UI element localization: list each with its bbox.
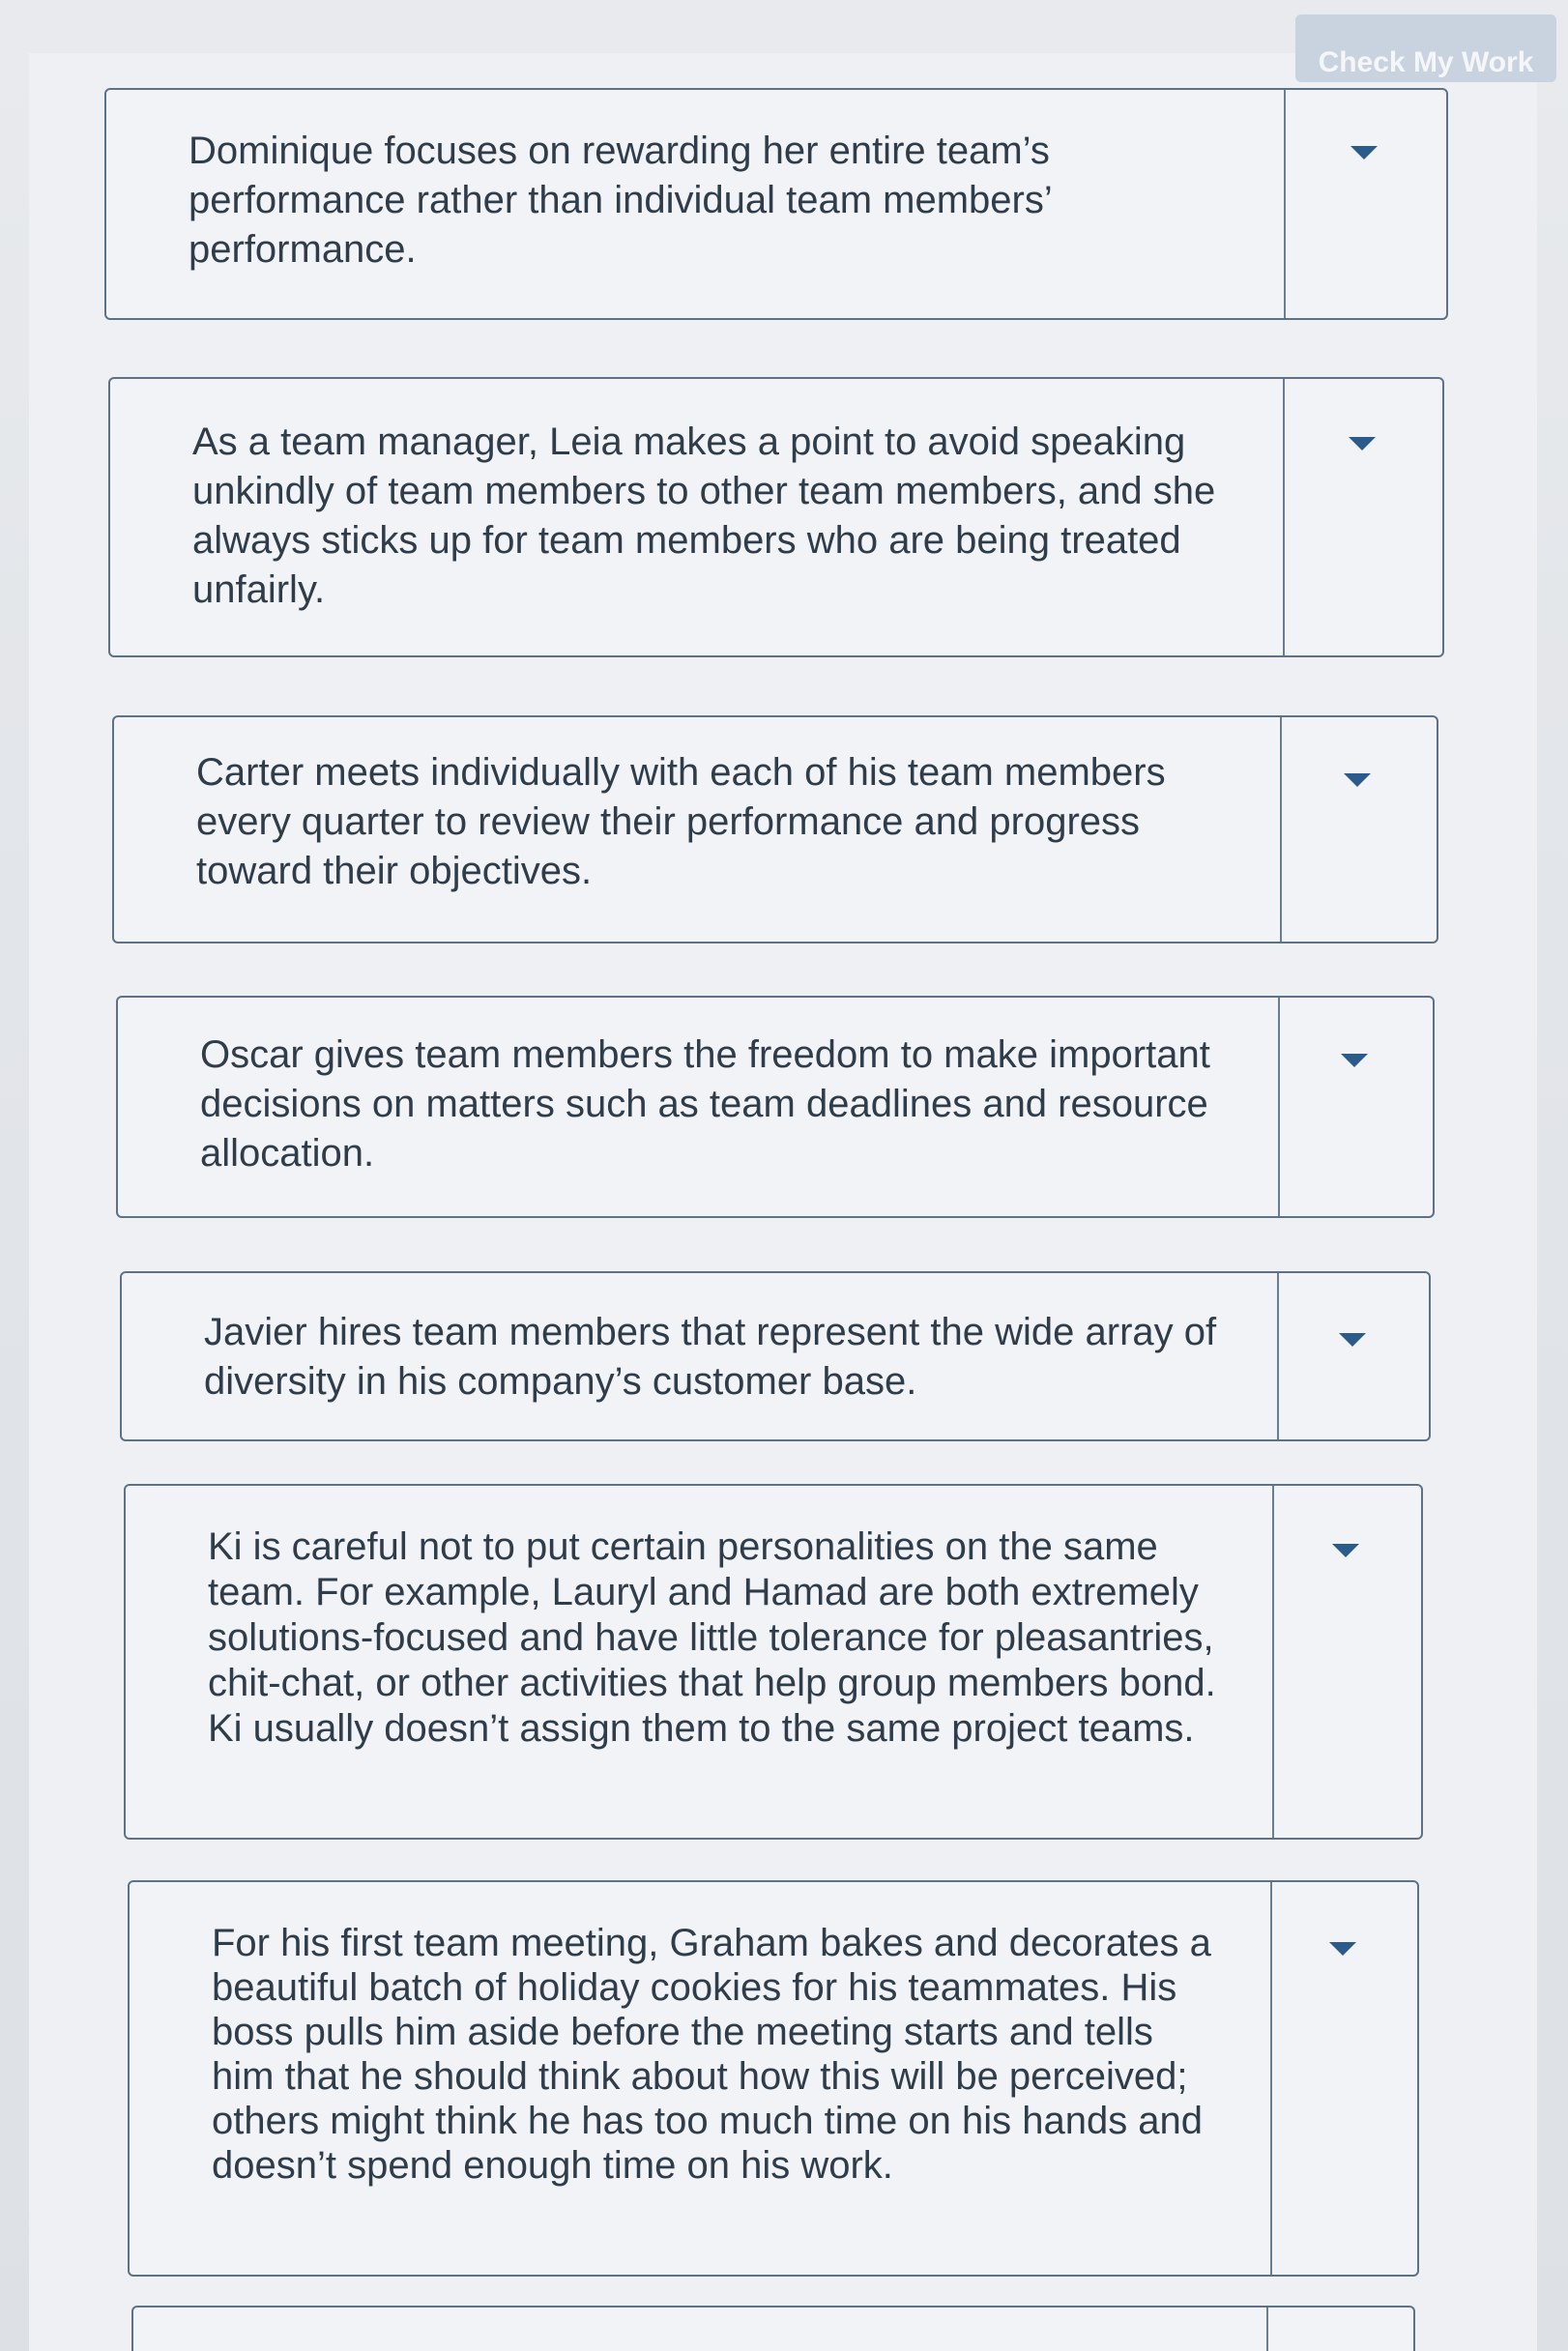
statement-text: Carter meets individually with each of his team members every quarter to review their performance and progress toward their objectives. bbox=[114, 717, 1282, 942]
statement-text: For his first team meeting, Graham bakes and decorates a beautiful batch of holiday cookies for his teammates. His boss pulls him aside before the meeting starts and tells him that he should think about how this will be perceived; others might think he has too much time on his hands and doesn’t spend enough time on his work. bbox=[130, 1882, 1272, 2275]
chevron-down-icon bbox=[1350, 146, 1378, 160]
answer-dropdown[interactable] bbox=[1278, 717, 1437, 942]
answer-dropdown[interactable] bbox=[1266, 2307, 1413, 2351]
chevron-down-icon bbox=[1349, 437, 1376, 450]
statement-row bbox=[128, 1880, 1419, 2277]
chevron-down-icon bbox=[1339, 1333, 1366, 1347]
chevron-down-icon bbox=[1341, 1054, 1368, 1067]
statement-text: Dominique focuses on rewarding her entire team’s performance rather than individual team members’ performance. bbox=[106, 90, 1286, 318]
statement-row bbox=[116, 996, 1435, 1218]
answer-dropdown[interactable] bbox=[1275, 1273, 1429, 1439]
answer-dropdown[interactable] bbox=[1282, 90, 1446, 318]
statement-row bbox=[104, 88, 1448, 320]
check-my-work-button[interactable]: Check My Work bbox=[1295, 15, 1556, 82]
statement-text: Javier hires team members that represent the wide array of diversity in his company’s customer base. bbox=[122, 1273, 1279, 1439]
chevron-down-icon bbox=[1344, 773, 1371, 787]
statement-text: Ki is careful not to put certain personalities on the same team. For example, Lauryl and Hamad are both extremely solutions-focused and have little tolerance for pleasantries, chit-chat, or other activities that help group members bond. Ki usually doesn’t assign them to the same project teams. bbox=[126, 1486, 1274, 1838]
statement-text: As a team manager, Leia makes a point to avoid speaking unkindly of team members to other team members, and she always sticks up for team members who are being treated unfairly. bbox=[110, 379, 1285, 655]
chevron-down-icon bbox=[1329, 1942, 1356, 1956]
statement-row bbox=[108, 377, 1444, 657]
chevron-down-icon bbox=[1332, 1544, 1359, 1557]
statement-row bbox=[124, 1484, 1423, 1840]
statement-row-partial bbox=[131, 2306, 1415, 2351]
statement-text: Oscar gives team members the freedom to make important decisions on matters such as team deadlines and resource allocation. bbox=[118, 998, 1280, 1216]
answer-dropdown[interactable] bbox=[1270, 1486, 1421, 1838]
statement-row bbox=[112, 715, 1438, 943]
content-panel bbox=[29, 46, 1537, 2351]
statement-row bbox=[120, 1271, 1431, 1441]
answer-dropdown[interactable] bbox=[1281, 379, 1442, 655]
answer-dropdown[interactable] bbox=[1268, 1882, 1417, 2275]
answer-dropdown[interactable] bbox=[1276, 998, 1433, 1216]
